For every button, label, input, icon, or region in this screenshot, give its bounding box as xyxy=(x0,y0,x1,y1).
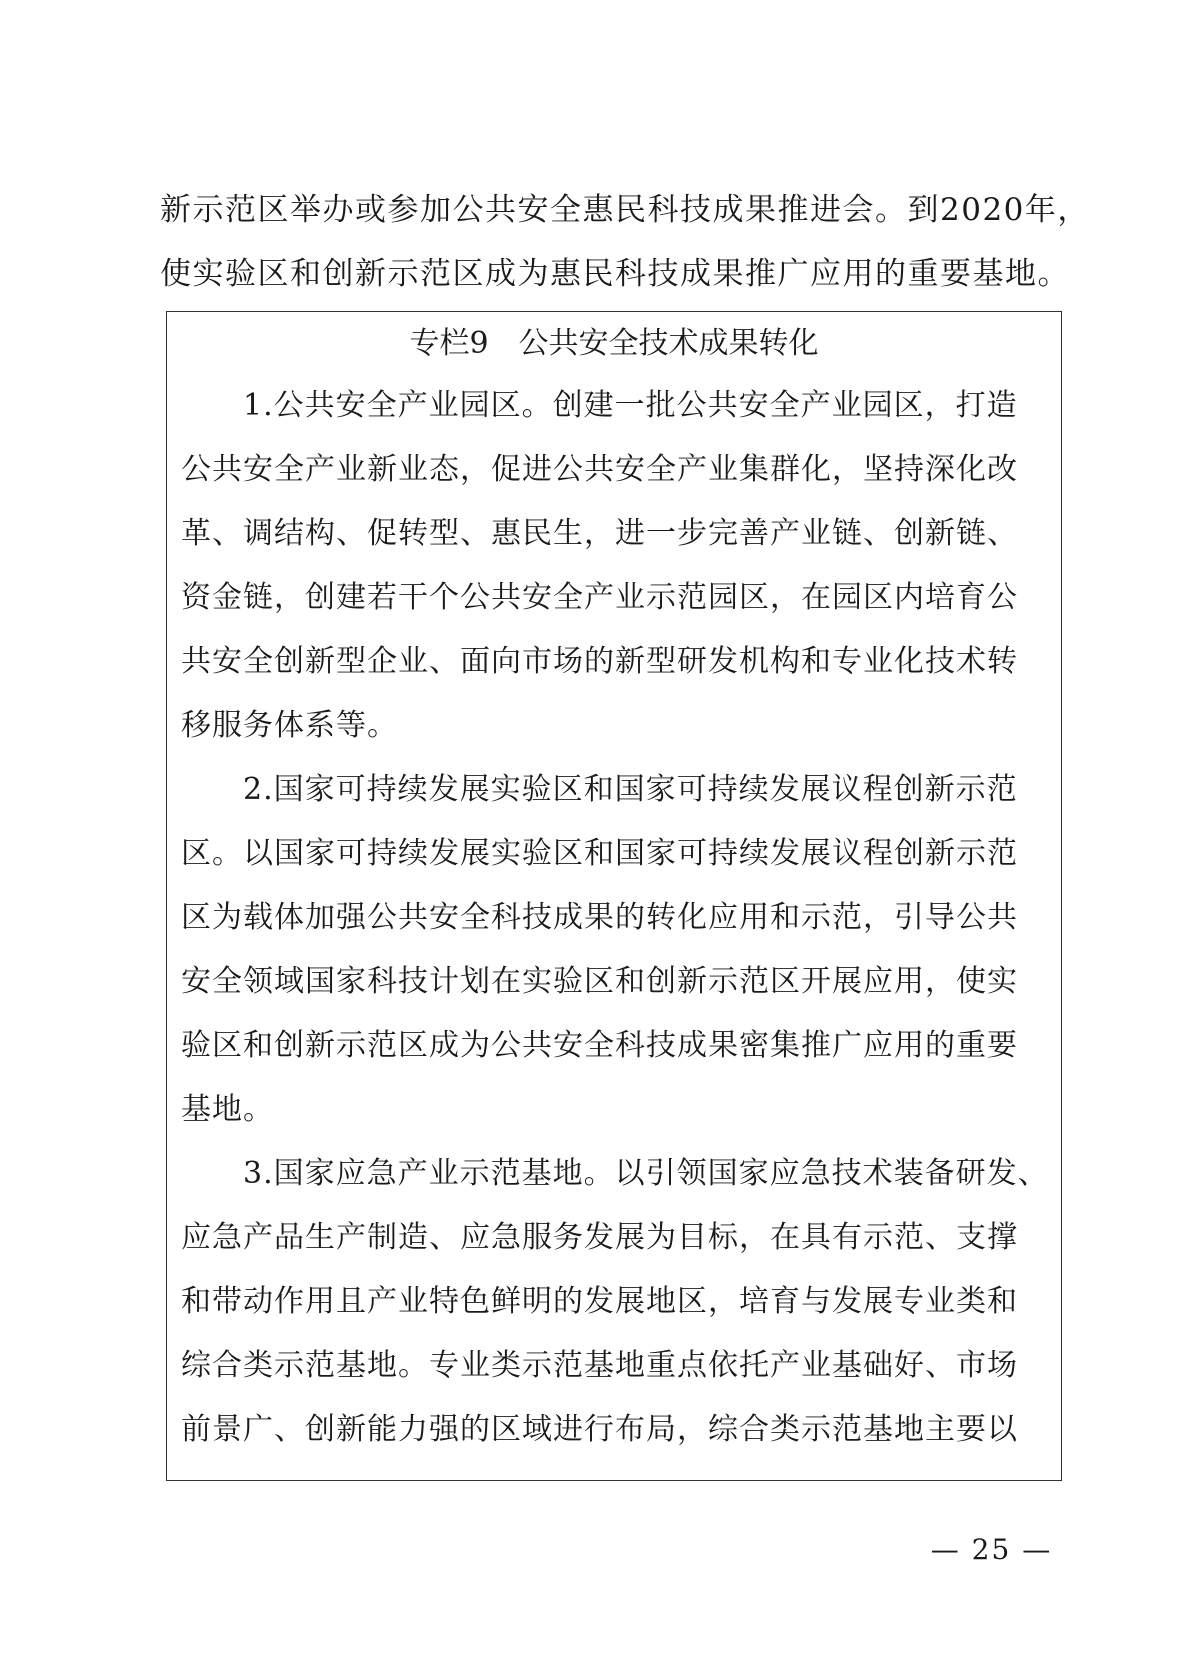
paragraph-2-line: 基地。 xyxy=(181,1092,274,1127)
text-line: 使实验区和创新示范区成为惠民科技成果推广应用的重要基地。 xyxy=(160,256,1070,292)
paragraph-2-line: 2.国家可持续发展实验区和国家可持续发展议程创新示范 xyxy=(243,772,1018,807)
paragraph-1-line: 资金链，创建若干个公共安全产业示范园区，在园区内培育公 xyxy=(181,580,1018,615)
paragraph-1-line: 革、调结构、促转型、惠民生，进一步完善产业链、创新链、 xyxy=(181,516,1018,551)
paragraph-3-line: 综合类示范基地。专业类示范基地重点依托产业基础好、市场 xyxy=(181,1348,1018,1383)
paragraph-3-line: 和带动作用且产业特色鲜明的发展地区，培育与发展专业类和 xyxy=(181,1284,1018,1319)
column-box xyxy=(166,311,1062,1481)
paragraph-2-line: 验区和创新示范区成为公共安全科技成果密集推广应用的重要 xyxy=(181,1028,1018,1063)
paragraph-1-line: 1.公共安全产业园区。创建一批公共安全产业园区，打造 xyxy=(243,388,1018,423)
paragraph-3-line: 前景广、创新能力强的区域进行布局，综合类示范基地主要以 xyxy=(181,1412,1018,1447)
intro-paragraph xyxy=(160,178,1090,306)
paragraph-2-line: 区。以国家可持续发展实验区和国家可持续发展议程创新示范 xyxy=(181,836,1018,871)
paragraph-3-line: 3.国家应急产业示范基地。以引领国家应急技术装备研发、 xyxy=(243,1156,1049,1191)
page-number: — 25 — xyxy=(930,1533,1053,1566)
paragraph-1-line: 公共安全产业新业态，促进公共安全产业集群化，坚持深化改 xyxy=(181,452,1018,487)
paragraph-3-line: 应急产品生产制造、应急服务发展为目标，在具有示范、支撑 xyxy=(181,1220,1018,1255)
paragraph-1-line: 共安全创新型企业、面向市场的新型研发机构和专业化技术转 xyxy=(181,644,1018,679)
paragraph-2-line: 区为载体加强公共安全科技成果的转化应用和示范，引导公共 xyxy=(181,900,1018,935)
column-title: 专栏9 公共安全技术成果转化 xyxy=(409,326,819,361)
paragraph-1-line: 移服务体系等。 xyxy=(181,708,398,743)
text-line: 新示范区举办或参加公共安全惠民科技成果推进会。到2020年， xyxy=(160,192,1090,228)
column-body xyxy=(181,374,1049,1462)
paragraph-2-line: 安全领域国家科技计划在实验区和创新示范区开展应用，使实 xyxy=(181,964,1018,999)
